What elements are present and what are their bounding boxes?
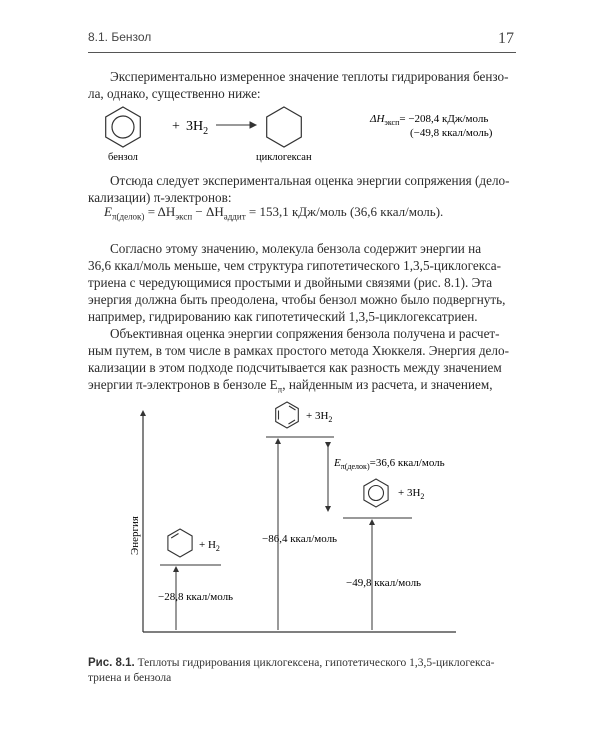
- paragraph-3-line-2: 36,6 ккал/моль меньше, чем структура гипотетического 1,3,5-циклогекса-: [88, 258, 502, 273]
- paragraph-2: [88, 172, 516, 206]
- formula-sub2: аддит: [223, 211, 246, 222]
- reaction-plus: +: [172, 119, 180, 134]
- reaction-enthalpy-kcal: (−49,8 ккал/моль): [410, 127, 493, 139]
- paragraph-2-line-2: кализации) π-электронов:: [88, 190, 232, 205]
- reaction-enthalpy: $\Delta H_{эксп}= -208,4$ кДж/моль: [370, 113, 489, 127]
- p4-line4b: , найденным из расчета, и значением,: [282, 377, 493, 392]
- paragraph-4: [88, 325, 516, 399]
- benzene-reagent: + $3H_2$: [398, 487, 425, 501]
- cyclohexane-structure: [267, 107, 302, 147]
- reaction-scheme: [80, 100, 520, 168]
- benzene-structure: [106, 107, 141, 147]
- cyclohexene-structure: [168, 529, 192, 557]
- caption-text-2: триена и бензола: [88, 672, 172, 684]
- paragraph-4-line-2: ным путем, в том числе в рамках простого метода Хюккеля. Энергия дело-: [88, 343, 509, 358]
- header-rule: [88, 52, 516, 53]
- paragraph-4-line-3: кализации в этом подходе подсчитывается как разность между значением: [88, 360, 502, 375]
- formula-E-sub: π(делок): [111, 211, 145, 222]
- paragraph-3-line-5: например, гидрированию как гипотетический 1,3,5-циклогексатриен.: [88, 309, 478, 324]
- paragraph-3-line-1: Согласно этому значению, молекула бензола содержит энергии на: [110, 241, 482, 256]
- reaction-reagent: $3H_2$: [186, 119, 209, 137]
- y-axis-label: Энергия: [129, 516, 141, 555]
- running-header-section: 8.1. Бензол: [88, 30, 152, 44]
- caption-text-1: Теплоты гидрирования циклогексена, гипотетического 1,3,5-циклогекса-: [134, 657, 495, 669]
- paragraph-3-line-3: триена с чередующимися простыми и двойными связями (рис. 8.1). Эта: [88, 275, 493, 290]
- p4-line4a: энергии π-электронов в бензоле E: [88, 377, 278, 392]
- delocalization-formula: [104, 204, 443, 222]
- cyclohexene-value-label: −28,8 ккал/моль: [158, 591, 234, 603]
- formula-rest: = 153,1 кДж/моль (36,6 ккал/моль).: [245, 204, 444, 219]
- page-number: 17: [498, 30, 514, 47]
- delocalization-label: $E_{\pi(делок)}=36,6$ ккал/моль: [334, 457, 445, 471]
- figure-caption: [88, 656, 518, 686]
- triene-value-label: −86,4 ккал/моль: [262, 533, 338, 545]
- reaction-arrow: [216, 122, 256, 128]
- formula-minus: − ΔH: [192, 204, 224, 219]
- formula-E: E: [104, 204, 112, 219]
- paragraph-1-line-1: Экспериментально измеренное значение теплоты гидрирования бензо-: [110, 69, 509, 84]
- benzene-value-label: −49,8 ккал/моль: [346, 577, 422, 589]
- paragraph-3-line-4: энергия должна быть преодолена, чтобы бензол можно было подвергнуть,: [88, 292, 506, 307]
- p4-line4sub: π: [277, 384, 283, 395]
- energy-diagram: [0, 390, 600, 650]
- label-cyclohexane: циклогексан: [256, 152, 312, 163]
- paragraph-1: [88, 68, 516, 102]
- formula-sub1: эксп: [175, 211, 193, 222]
- benzene-diagram-structure: [364, 479, 388, 507]
- caption-line-1: [88, 656, 518, 671]
- paragraph-2-line-1: Отсюда следует экспериментальная оценка энергии сопряжения (дело-: [110, 173, 510, 188]
- formula-eq: = ΔH: [144, 204, 176, 219]
- label-benzene: бензол: [108, 152, 138, 163]
- cyclohexatriene-structure: [276, 402, 299, 428]
- paragraph-4-line-1: Объективная оценка энергии сопряжения бензола получена и расчет-: [110, 326, 500, 341]
- cyclohexene-reagent: + $H_2$: [199, 539, 220, 553]
- caption-label: Рис. 8.1.: [88, 657, 135, 669]
- triene-reagent: + $3H_2$: [306, 410, 333, 424]
- paragraph-3: [88, 240, 516, 325]
- paragraph-1-line-2: ла, однако, существенно ниже:: [88, 86, 261, 101]
